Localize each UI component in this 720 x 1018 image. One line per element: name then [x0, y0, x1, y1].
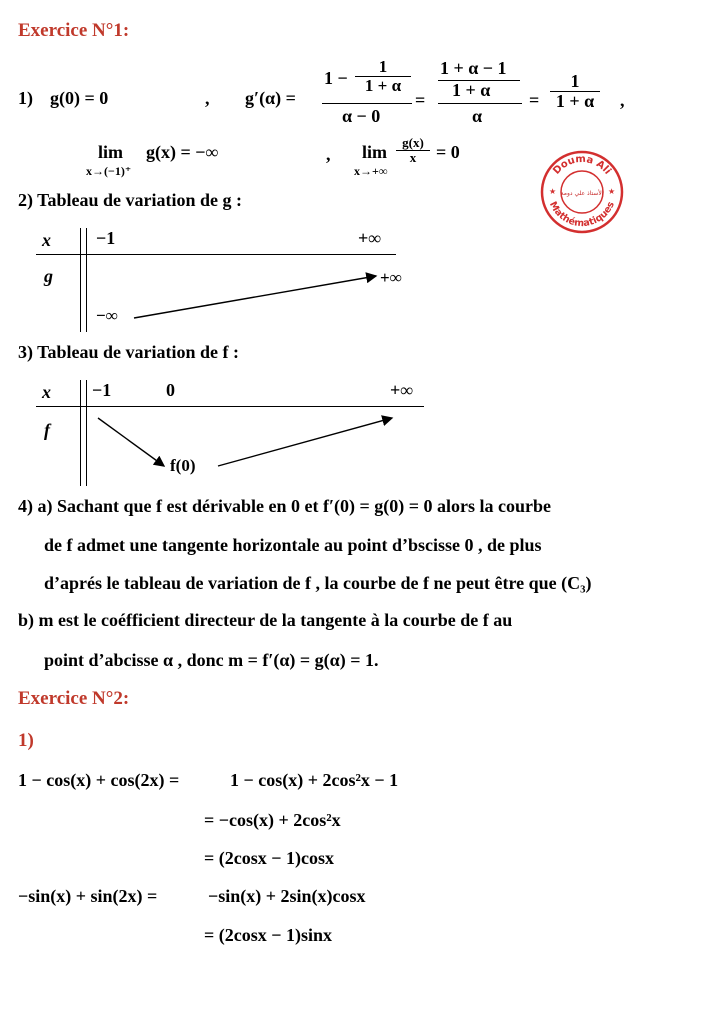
fraction2-top-numerator: 1 + α − 1	[440, 58, 507, 78]
limit2-denominator: x	[409, 149, 417, 165]
question-4a-line-3: d’aprés le tableau de variation de f , la courbe de f ne peut être que (C₃)	[44, 573, 592, 593]
question-2-title: 2) Tableau de variation de g :	[18, 190, 243, 210]
exercise-2-title: Exercice N°2:	[18, 688, 130, 709]
stamp-top-text: Douma Ali	[551, 153, 613, 177]
question-3-title: 3) Tableau de variation de f :	[18, 342, 240, 362]
table-f-x-start: −1	[92, 380, 112, 400]
separator-comma: ,	[205, 88, 210, 108]
identity-1-step-2: = −cos(x) + 2cos²x	[204, 810, 341, 830]
limit1-result: g(x) = −∞	[146, 142, 219, 162]
g-zero-value: g(0) = 0	[50, 88, 109, 108]
limit2-word: lim	[362, 142, 387, 162]
exercise-2-question-1: 1)	[18, 730, 34, 751]
table-f-x-mid: 0	[166, 380, 175, 400]
table-g-function-label: g	[44, 266, 53, 286]
fraction1-inner-denominator: 1 + α	[364, 75, 402, 95]
identity-1-lhs: 1 − cos(x) + cos(2x) =	[18, 770, 180, 790]
table-g-x-end: +∞	[358, 228, 382, 248]
fraction1-one-minus: 1 −	[324, 68, 348, 88]
svg-text:★: ★	[608, 187, 616, 196]
table-g-x-label: x	[42, 230, 51, 250]
trailing-comma: ,	[620, 90, 625, 110]
question-4b-line-1: b) m est le coéfficient directeur de la tangente à la courbe de f au	[18, 610, 513, 630]
limit1-subscript: x→(−1)⁺	[86, 164, 132, 178]
fraction2-top-denominator: 1 + α	[452, 80, 491, 100]
f-increasing-arrow	[218, 418, 392, 466]
limit2-subscript: x→+∞	[354, 164, 388, 178]
g-increasing-arrow	[134, 276, 376, 318]
question-1-number: 1)	[18, 88, 33, 108]
f-decreasing-arrow	[98, 418, 164, 466]
fraction3-denominator: 1 + α	[555, 90, 595, 111]
identity-2-lhs: −sin(x) + sin(2x) =	[18, 886, 158, 906]
question-4b-line-2: point d’abcisse α , donc m = f′(α) = g(α) = 1.	[44, 650, 379, 670]
limit2-result: = 0	[436, 142, 460, 162]
question-4a-line-2: de f admet une tangente horizontale au point d’bscisse 0 , de plus	[44, 535, 542, 555]
table-f-min-value: f(0)	[170, 456, 196, 475]
table-g-x-start: −1	[96, 228, 116, 248]
table-g-high-value: +∞	[380, 268, 402, 287]
table-f-function-label: f	[44, 420, 50, 440]
exercise-1-title: Exercice N°1:	[18, 20, 130, 41]
equals-sign-2: =	[529, 90, 540, 110]
stamp-bottom-text: Mathématiques	[546, 199, 617, 230]
equals-sign-1: =	[415, 90, 426, 110]
table-f-x-end: +∞	[390, 380, 414, 400]
fraction1-denominator: α − 0	[342, 106, 381, 126]
svg-text:★: ★	[549, 187, 557, 196]
limit1-word: lim	[98, 142, 123, 162]
identity-1-step-3: = (2cosx − 1)cosx	[204, 848, 334, 868]
question-4a-line-1: 4) a) Sachant que f est dérivable en 0 et f′(0) = g(0) = 0 alors la courbe	[18, 496, 552, 516]
separator-comma-2: ,	[326, 144, 331, 164]
table-f-x-label: x	[42, 382, 51, 402]
fraction2-denominator: α	[472, 106, 483, 126]
fraction1-inner-numerator: 1	[378, 57, 388, 76]
identity-2-rhs: −sin(x) + 2sin(x)cosx	[208, 886, 366, 906]
identity-2-step-2: = (2cosx − 1)sinx	[204, 925, 333, 945]
identity-1-rhs: 1 − cos(x) + 2cos²x − 1	[230, 770, 399, 790]
table-g-low-value: −∞	[96, 306, 118, 325]
g-prime-lhs: g′(α) =	[245, 88, 296, 108]
stamp-center-text: الأستاذ علي دومة	[560, 190, 604, 197]
fraction3-numerator: 1	[570, 71, 580, 91]
limit2-numerator: g(x)	[402, 135, 424, 150]
